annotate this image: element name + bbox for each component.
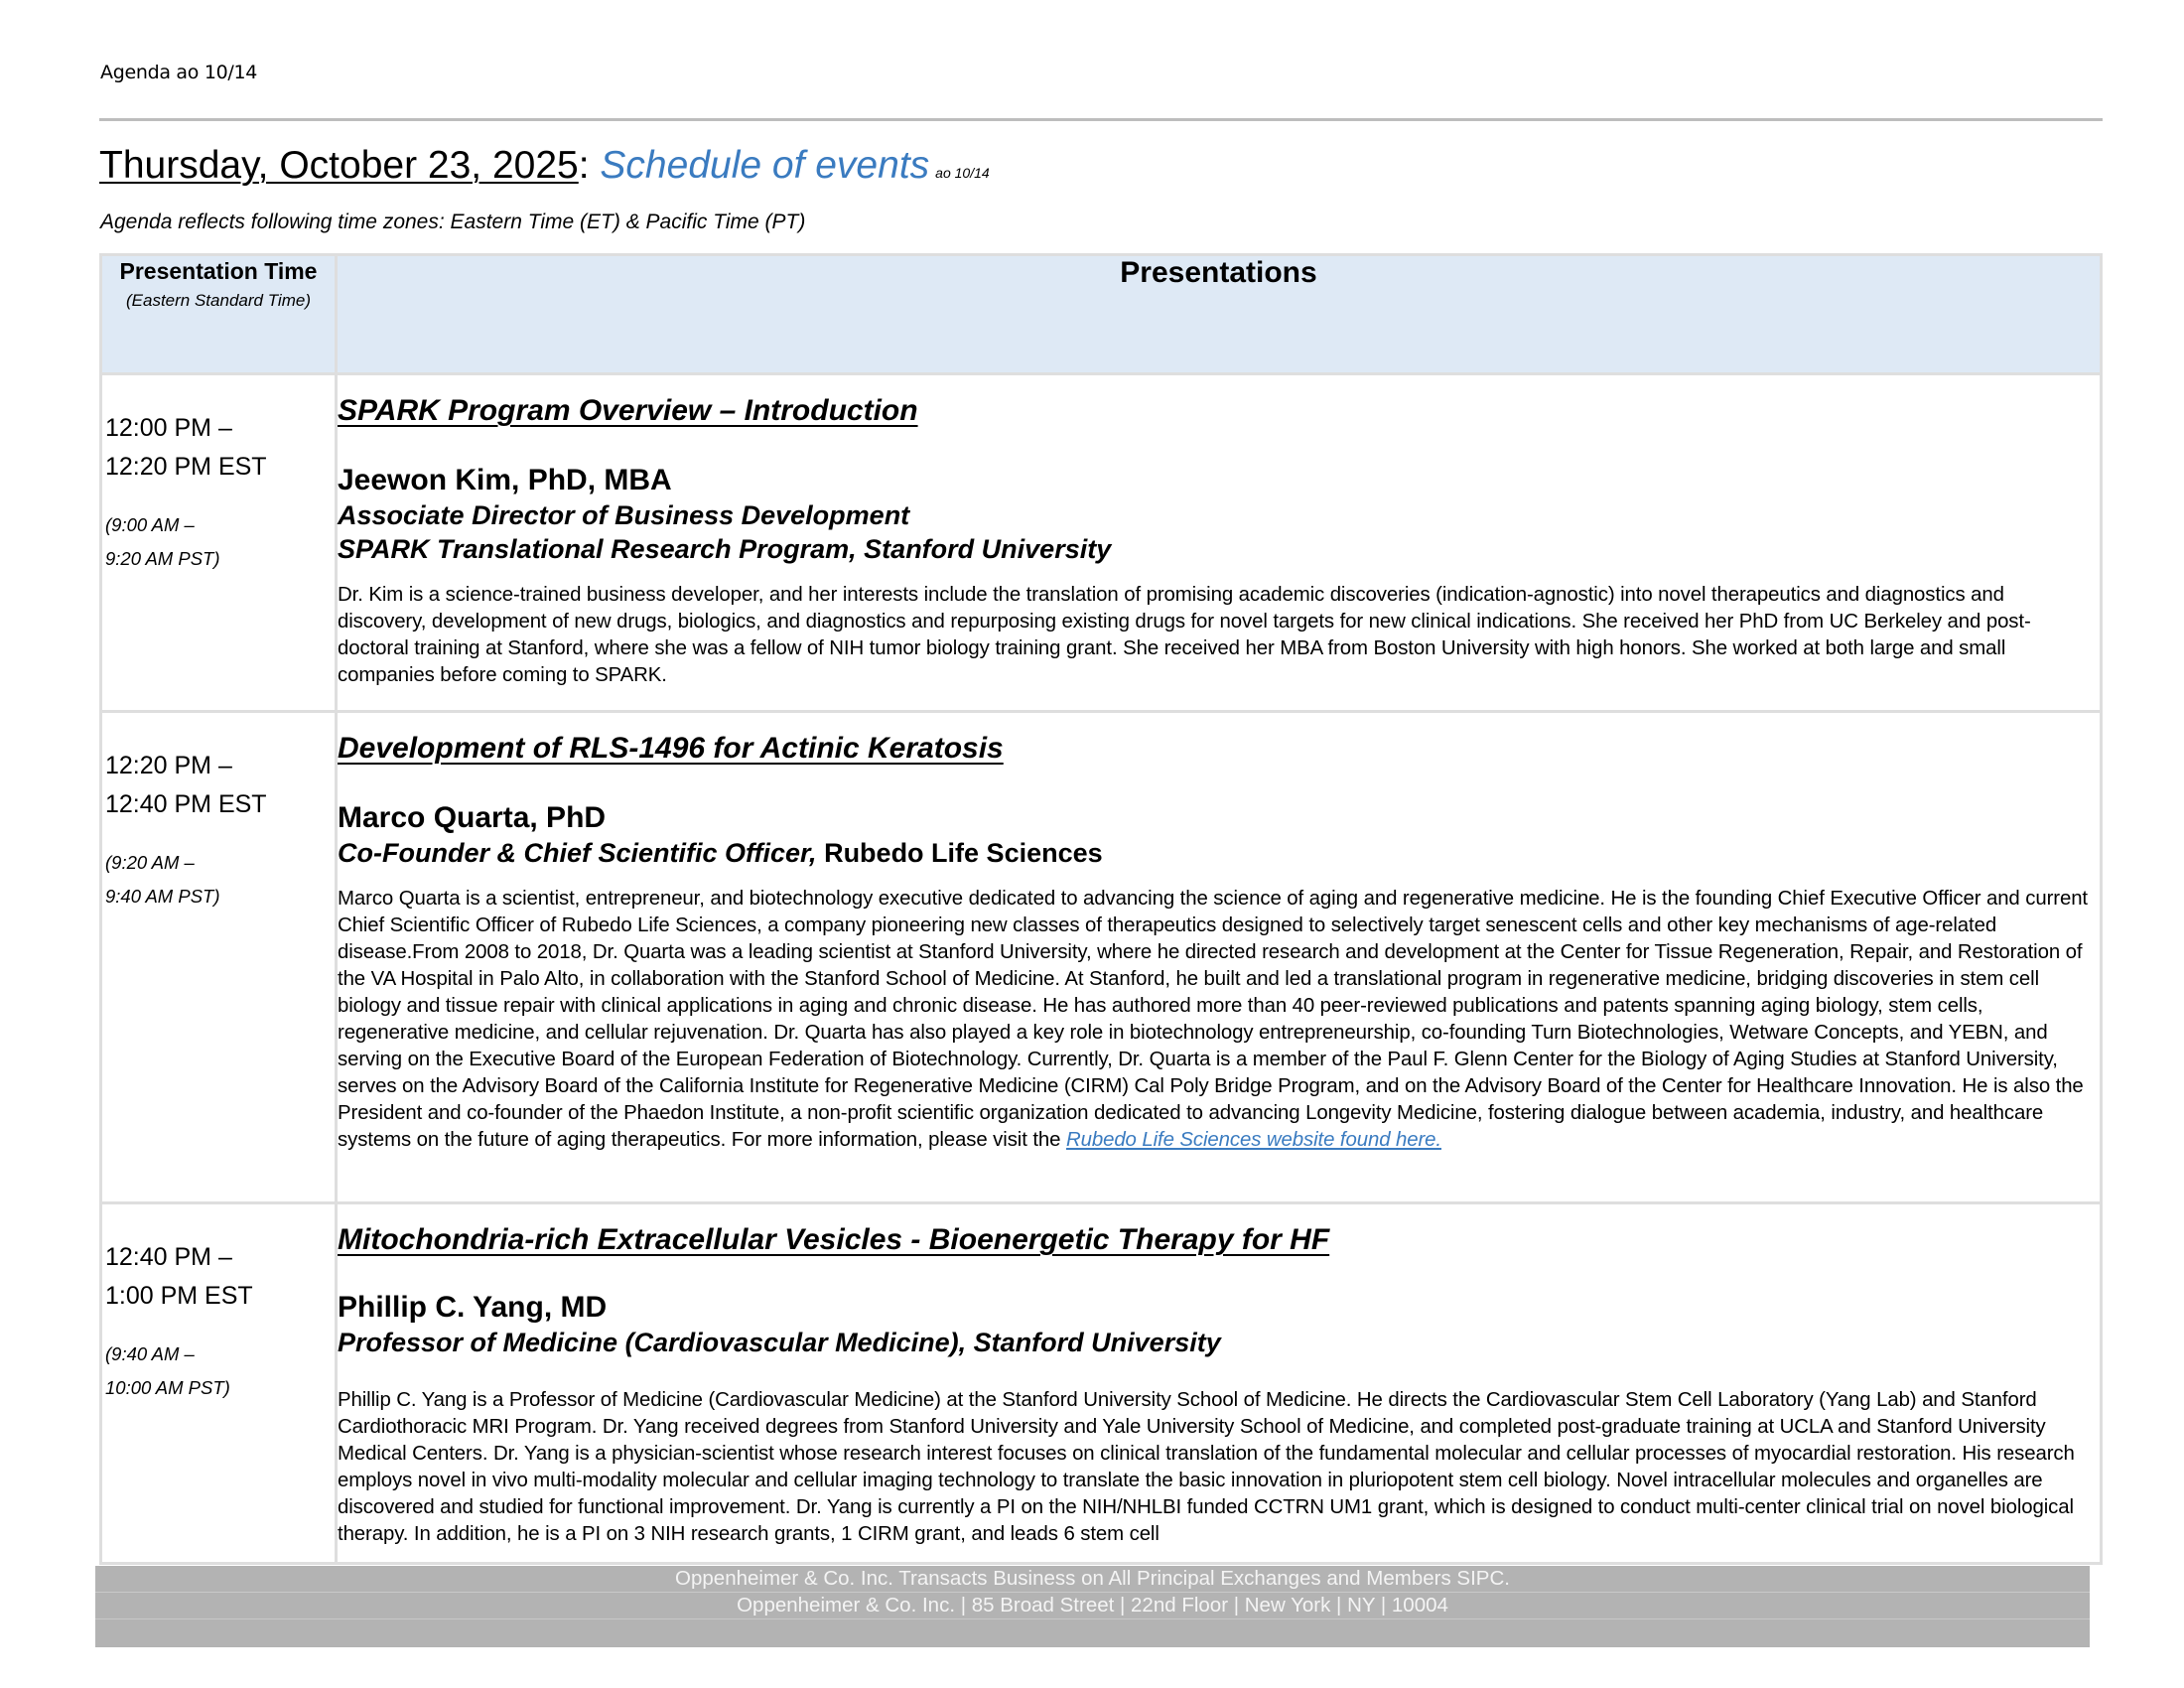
presentation-cell [337,374,2102,712]
schedule-heading: Schedule of events [600,144,930,187]
table-row [101,374,2102,712]
event-date: Thursday, October 23, 2025 [99,144,579,187]
role-title: Co-Founder & Chief Scientific Officer, [338,838,817,868]
rubedo-website-link[interactable]: Rubedo Life Sciences website found here. [1065,1129,1441,1151]
presentation-cell [337,1203,2102,1564]
pst-end: 10:00 AM PST) [105,1377,230,1398]
pst-start: (9:00 AM – [105,514,195,535]
pst-time [105,1337,335,1405]
presentation-title: Mitochondria-rich Extracellular Vesicles - Bioenergetic Therapy for HF [338,1223,1330,1256]
pst-time [105,846,335,914]
bio-text: Marco Quarta is a scientist, entrepreneur, and biotechnology executive dedicated to advancing the science of aging and regenerative medicine. He is the founding Chief Executive Officer and current Chief Scientific Officer of Rubedo Life Sciences, a company pioneering new classes of therapeutics designed to selectively target senescent cells and other key mechanisms of age-related disease.From 2008 to 2018, Dr. Quarta was a leading scientist at Stanford University, where he directed research and development at the Center for Tissue Regeneration, Repair, and Restoration of the VA Hospital in Palo Alto, in collaboration with the Stanford School of Medicine. At Stanford, he built and led a translational program in regenerative medicine, bridging discoveries in stem cell biology and tissue repair with clinical applications in aging and chronic disease. He has authored more than 40 peer-reviewed publications and patents spanning aging biology, stem cells, regenerative medicine, and cellular rejuvenation. Dr. Quarta has also played a key role in biotechnology entrepreneurship, co-founding Turn Biotechnologies, Wetware Concepts, and YEBN, and serving on the Executive Board of the European Federation of Biotechnology. Currently, Dr. Quarta is a member of the Paul F. Glenn Center for the Biology of Aging Studies at Stanford University, serves on the Advisory Board of the California Institute for Regenerative Medicine (CIRM) Cal Poly Bridge Program, and on the Advisory Board of the Center for Healthcare Innovation. He is also the President and co-founder of the Phaedon Institute, a non-profit scientific organization dedicated to advancing Longevity Medicine, fostering dialogue between academia, industry, and healthcare systems on the future of aging therapeutics. For more information, please visit the [338,888,2088,1151]
table-row [101,712,2102,1203]
footer-blank-band [95,1619,2090,1645]
header-time-sublabel: (Eastern Standard Time) [126,291,311,310]
table-header-row [101,255,2102,374]
version-note: ao 10/14 [935,165,990,181]
time-start: 12:20 PM – [105,752,232,779]
header-time-label: Presentation Time [119,258,318,284]
header-presentation-time [101,255,337,374]
speaker-role [338,836,2090,870]
time-end: 1:00 PM EST [105,1282,253,1310]
pst-end: 9:40 AM PST) [105,886,220,907]
header-presentations: Presentations [337,255,2102,374]
time-start: 12:00 PM – [105,414,232,442]
speaker-name: Jeewon Kim, PhD, MBA [338,464,672,496]
time-end: 12:20 PM EST [105,453,267,481]
time-end: 12:40 PM EST [105,790,267,818]
pst-start: (9:40 AM – [105,1343,195,1364]
agenda-table [99,253,2103,1565]
pst-time [105,508,335,576]
speaker-role: Professor of Medicine (Cardiovascular Medicine), Stanford University [338,1328,1221,1357]
footer-address: Oppenheimer & Co. Inc. | 85 Broad Street | 22nd Floor | New York | NY | 10004 [95,1593,2090,1619]
table-row [101,1203,2102,1564]
speaker-name: Phillip C. Yang, MD [338,1291,608,1324]
time-cell [101,1203,337,1564]
time-start: 12:40 PM – [105,1243,232,1271]
role-organization: Rubedo Life Sciences [816,838,1103,868]
title-separator: : [578,144,590,187]
time-cell [101,712,337,1203]
speaker-name: Marco Quarta, PhD [338,801,607,834]
footer-disclaimer: Oppenheimer & Co. Inc. Transacts Business on All Principal Exchanges and Members SIPC. [95,1566,2090,1593]
presentation-title: Development of RLS-1496 for Actinic Keratosis [338,732,1004,765]
speaker-bio [338,886,2090,1154]
page-footer [95,1566,2090,1647]
presentation-cell [337,712,2102,1203]
page-title [99,144,990,188]
page-header: Agenda ao 10/14 [100,62,258,83]
speaker-affiliation: SPARK Translational Research Program, Stanford University [338,534,1112,564]
speaker-role: Associate Director of Business Development [338,500,910,530]
pst-start: (9:20 AM – [105,852,195,873]
presentation-title: SPARK Program Overview – Introduction [338,394,918,427]
pst-end: 9:20 AM PST) [105,548,220,569]
time-cell [101,374,337,712]
speaker-bio: Dr. Kim is a science-trained business developer, and her interests include the translation of promising academic discoveries (indication-agnostic) into novel therapeutics and diagnostics and discovery, development of new drugs, biologics, and diagnostics and repurposing existing drugs for novel targets for new clinical indications. She received her PhD from UC Berkeley and post-doctoral training at Stanford, where she was a fellow of NIH tumor biology training grant. She received her MBA from Boston University with high honors. She worked at both large and small companies before coming to SPARK. [338,584,2031,686]
timezone-note: Agenda reflects following time zones: Eastern Time (ET) & Pacific Time (PT) [100,211,806,233]
speaker-bio: Phillip C. Yang is a Professor of Medicine (Cardiovascular Medicine) at the Stanford University School of Medicine. He directs the Cardiovascular Stem Cell Laboratory (Yang Lab) and Stanford Cardiothoracic MRI Program. Dr. Yang received degrees from Stanford University and Yale University School of Medicine, and completed post-graduate training at UCLA and Stanford University Medical Centers. Dr. Yang is a physician-scientist whose research interest focuses on clinical translation of the fundamental molecular and cellular processes of myocardial restoration. His research employs novel in vivo multi-modality molecular and cellular imaging technology to translate the basic innovation in pluriopotent stem cell biology. Novel intracellular molecules and organelles are discovered and studied for functional improvement. Dr. Yang is currently a PI on the NIH/NHLBI funded CCTRN UM1 grant, which is designed to conduct multi-center clinical trial on novel biological therapy. In addition, he is a PI on 3 NIH research grants, 1 CIRM grant, and leads 6 stem cell [338,1389,2075,1545]
header-divider [99,118,2103,121]
